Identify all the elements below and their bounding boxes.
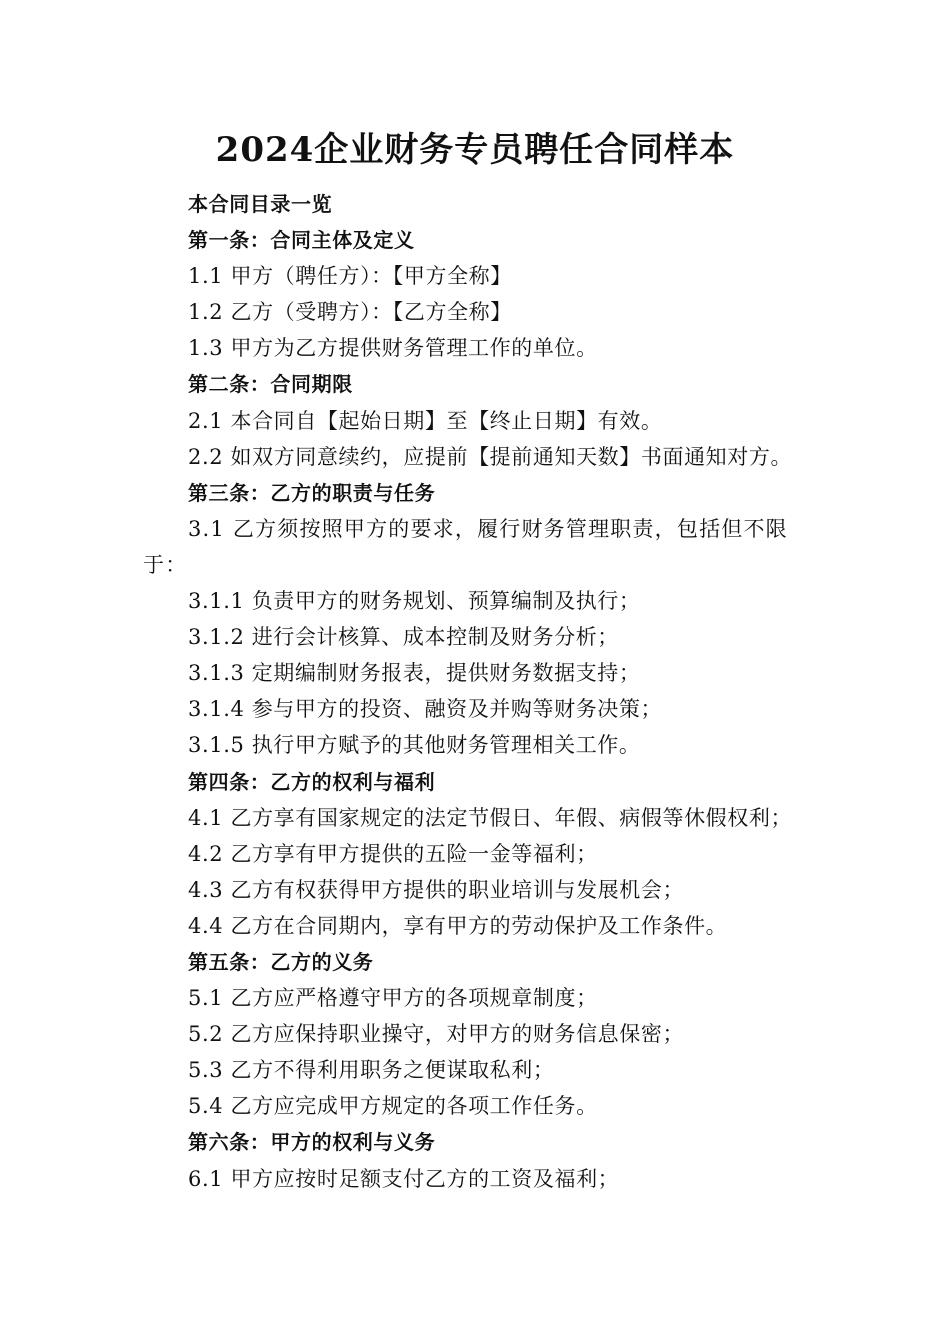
clause-line: 3.1.4 参与甲方的投资、融资及并购等财务决策； (188, 697, 663, 722)
section-heading: 第四条：乙方的权利与福利 (188, 769, 436, 794)
document-title: 2024企业财务专员聘任合同样本 (215, 130, 735, 170)
clause-line: 3.1.2 进行会计核算、成本控制及财务分析； (188, 625, 619, 650)
clause-line: 4.3 乙方有权获得甲方提供的职业培训与发展机会； (188, 877, 685, 902)
document-body (143, 186, 813, 1197)
clause-line: 3.1.3 定期编制财务报表，提供财务数据支持； (188, 661, 641, 686)
clause-line: 4.1 乙方享有国家规定的法定节假日、年假、病假等休假权利； (188, 805, 793, 830)
section-heading: 第六条：甲方的权利与义务 (188, 1130, 436, 1155)
clause-line: 4.4 乙方在合同期内，享有甲方的劳动保护及工作条件。 (188, 913, 728, 938)
section-heading: 第五条：乙方的义务 (188, 949, 374, 974)
clause-line: 5.3 乙方不得利用职务之便谋取私利； (188, 1058, 555, 1083)
clause-line: 5.1 乙方应严格遵守甲方的各项规章制度； (188, 986, 598, 1011)
clause-line: 6.1 甲方应按时足额支付乙方的工资及福利； (188, 1166, 620, 1191)
clause-line: 5.2 乙方应保持职业操守，对甲方的财务信息保密； (188, 1022, 685, 1047)
section-heading: 本合同目录一览 (188, 192, 333, 216)
clause-line: 5.4 乙方应完成甲方规定的各项工作任务。 (188, 1094, 598, 1119)
clause-line: 2.1 本合同自【起始日期】至【终止日期】有效。 (188, 408, 663, 433)
section-heading: 第二条：合同期限 (188, 372, 353, 397)
clause-line: 1.1 甲方（聘任方）：【甲方全称】 (188, 264, 512, 289)
clause-line: 1.3 甲方为乙方提供财务管理工作的单位。 (188, 336, 598, 361)
clause-line: 3.1.5 执行甲方赋予的其他财务管理相关工作。 (188, 733, 641, 758)
clause-line: 4.2 乙方享有甲方提供的五险一金等福利； (188, 841, 598, 866)
section-heading: 第三条：乙方的职责与任务 (188, 480, 436, 505)
clause-line: 2.2 如双方同意续约，应提前【提前通知天数】书面通知对方。 (188, 444, 793, 469)
clause-line: 3.1.1 负责甲方的财务规划、预算编制及执行； (188, 589, 641, 614)
section-heading: 第一条：合同主体及定义 (188, 228, 415, 253)
clause-line: 1.2 乙方（受聘方）：【乙方全称】 (188, 300, 512, 325)
clause-line: 3.1 乙方须按照甲方的要求，履行财务管理职责，包括但不限于： (143, 516, 788, 577)
